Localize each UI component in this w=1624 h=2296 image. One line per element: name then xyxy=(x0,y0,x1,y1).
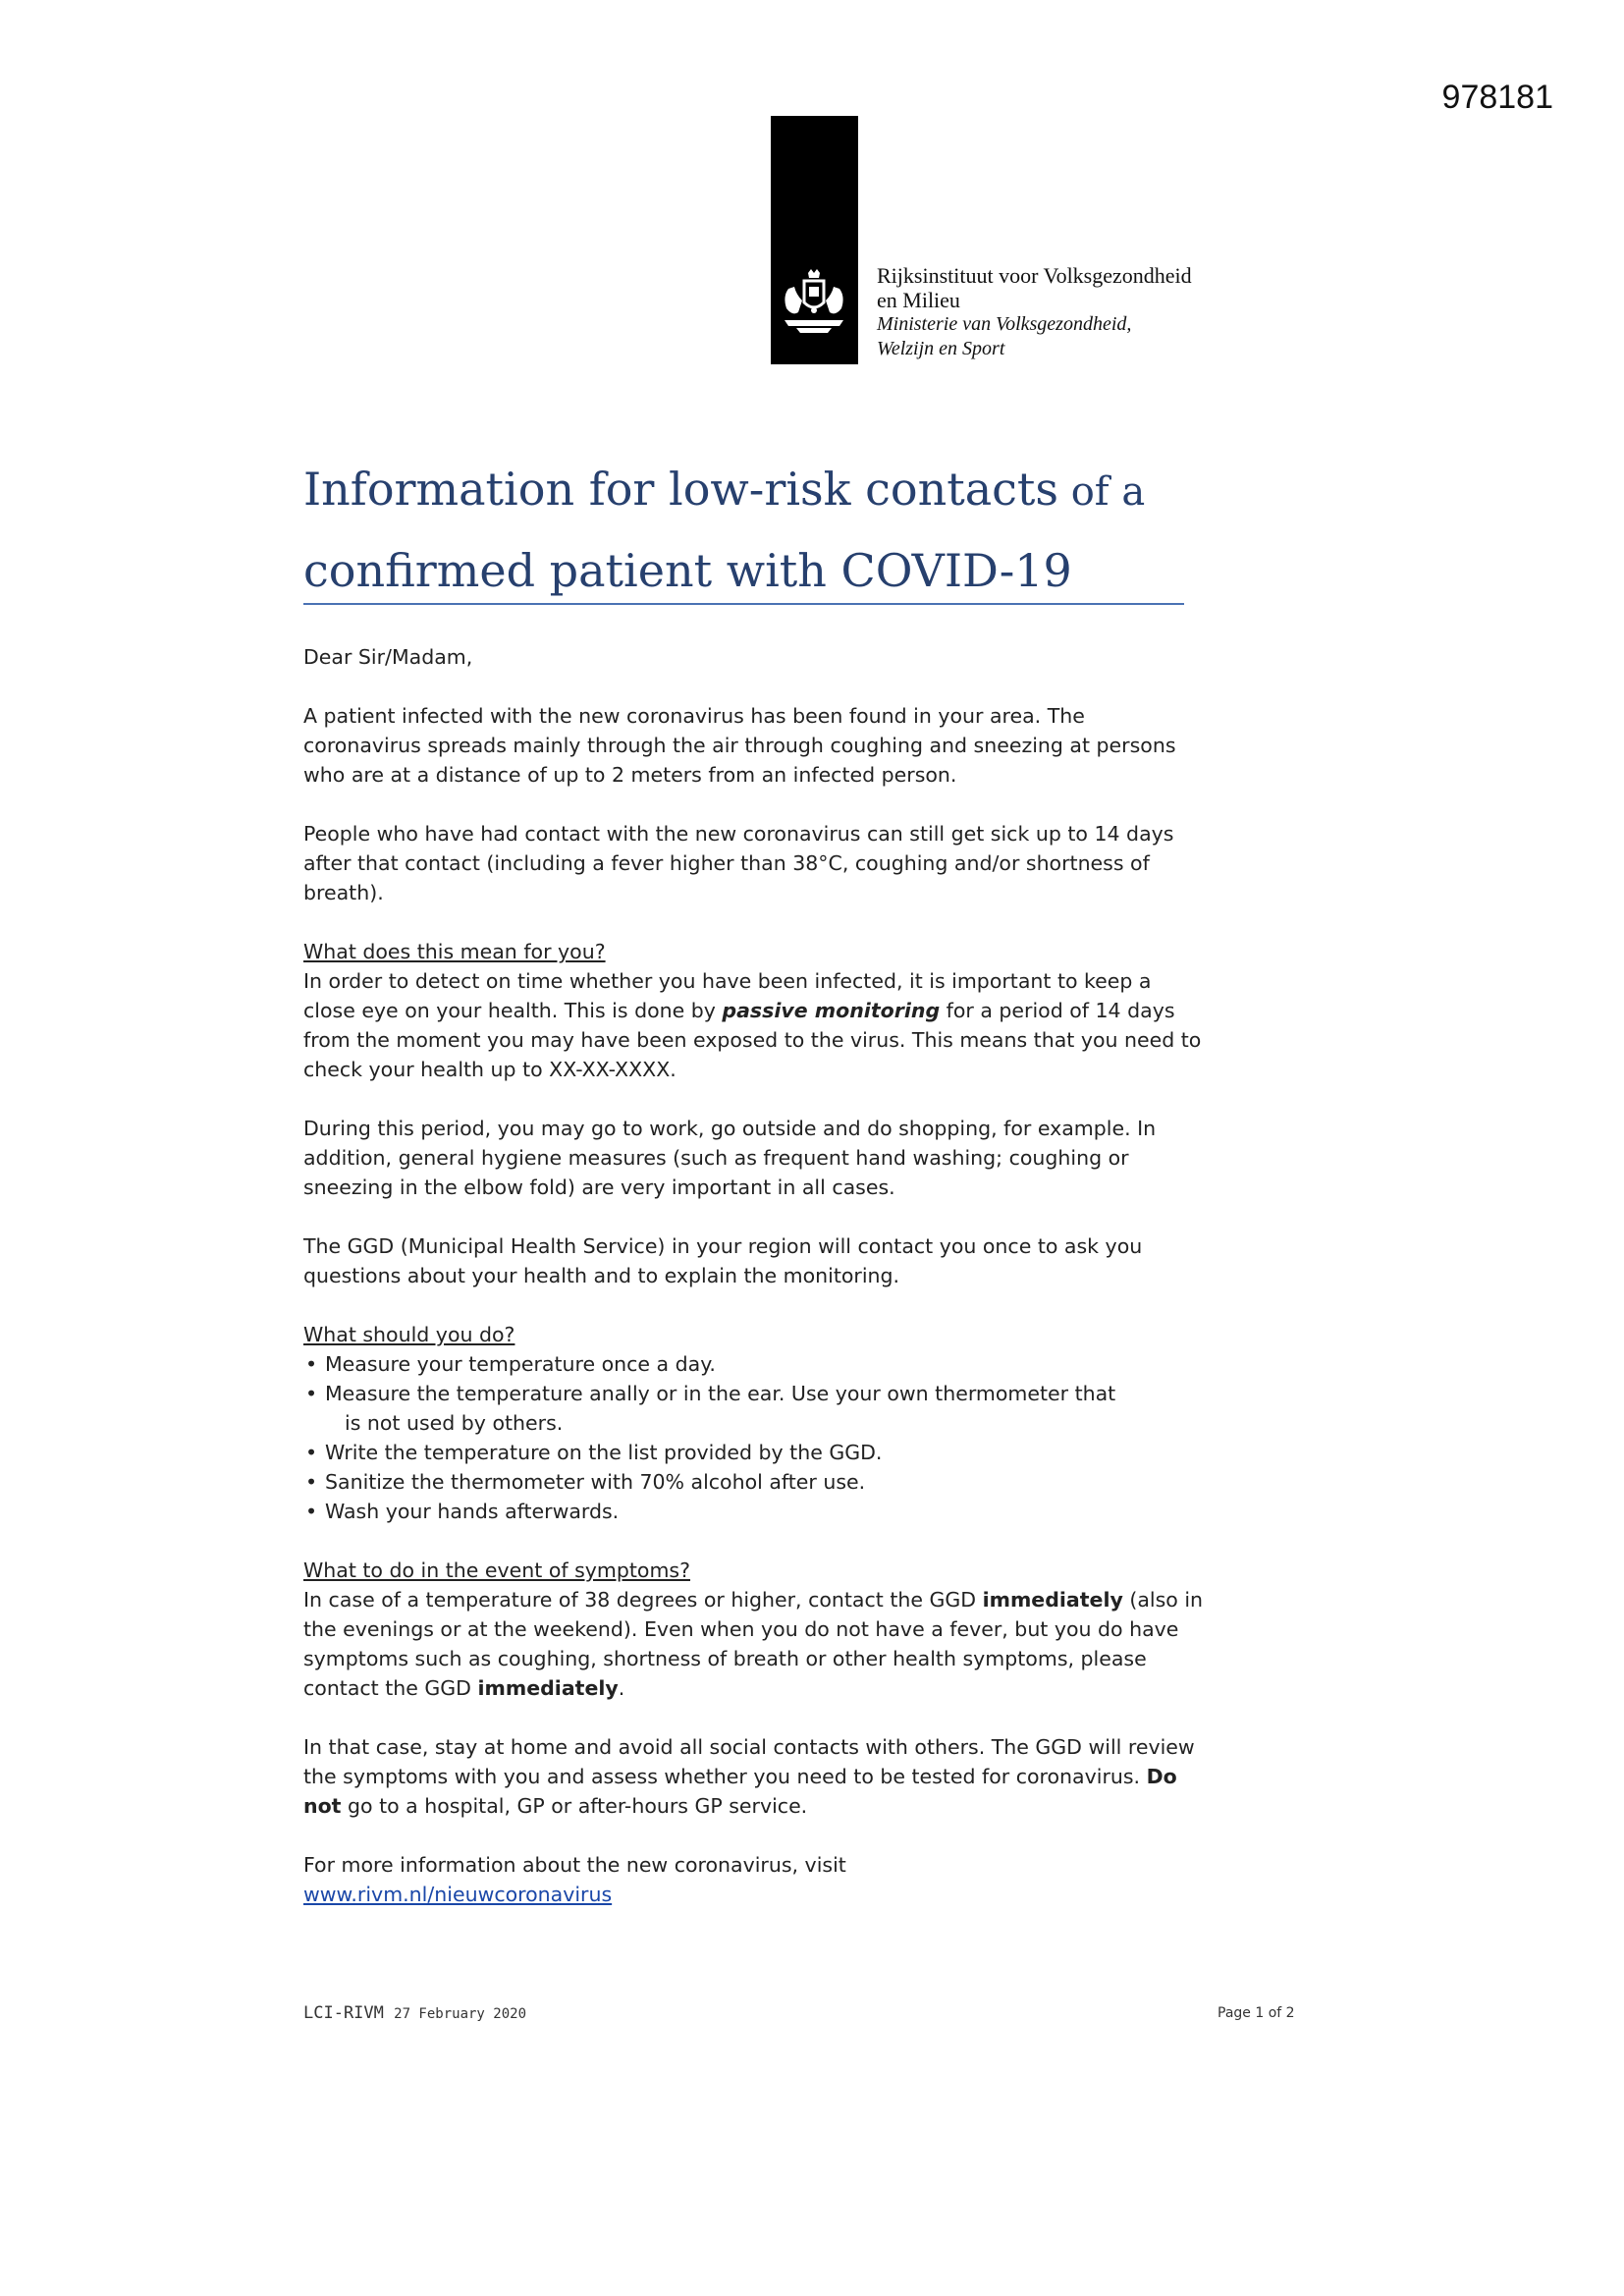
meaning-text-a: In order to detect on time whether you have been infected, it is important to keep a close eye on your health. This is done by xyxy=(303,969,1152,1022)
title-part-2: of a xyxy=(1058,469,1146,515)
section-what-to-do xyxy=(303,1320,1207,1526)
logo-bar xyxy=(771,116,858,364)
organisation-name xyxy=(877,263,1192,361)
document-title xyxy=(303,450,1187,610)
paragraph-more-info xyxy=(303,1850,1207,1909)
letter-body xyxy=(303,642,1207,1939)
salutation: Dear Sir/Madam, xyxy=(303,645,473,669)
heading-meaning: What does this mean for you? xyxy=(303,940,606,963)
document-id: 978181 xyxy=(1441,79,1553,116)
org-line-1: Rijksinstituut voor Volksgezondheid xyxy=(877,263,1192,288)
rivm-link[interactable]: www.rivm.nl/nieuwcoronavirus xyxy=(303,1883,613,1906)
title-line-2: confirmed patient with COVID-19 xyxy=(303,544,1072,597)
footer-source-label: LCI-RIVM xyxy=(303,2003,384,2023)
list-item: • Write the temperature on the list provided by the GGD. xyxy=(305,1441,883,1464)
footer-source xyxy=(303,2003,526,2023)
emphasis-do-not: Do not xyxy=(303,1765,1177,1818)
footer-date: 27 February 2020 xyxy=(394,2006,526,2022)
title-divider xyxy=(303,603,1184,605)
paragraph-incubation: People who have had contact with the new coronavirus can still get sick up to 14 days after that contact (including a fever higher than 38°C, coughing and/or shortness of breath). xyxy=(303,822,1174,904)
list-item: • Measure your temperature once a day. xyxy=(305,1352,716,1376)
heading-symptoms: What to do in the event of symptoms? xyxy=(303,1558,690,1582)
instruction-list xyxy=(303,1349,1207,1526)
ministry-line-2: Welzijn en Sport xyxy=(877,338,1005,359)
org-line-2: en Milieu xyxy=(877,288,960,312)
section-meaning xyxy=(303,937,1207,1084)
heading-what-to-do: What should you do? xyxy=(303,1323,515,1346)
more-info-text: For more information about the new coronavirus, visit xyxy=(303,1853,846,1877)
section-symptoms: What to do in the event of symptoms? In case of a temperature of 38 degrees or higher, contact the GGD immediately (also in the evenings or at the weekend). Even when you do not have a fever, but you do have symptoms such as coughing, shortness of breath or other health symptoms, please contact the GGD immediately. xyxy=(303,1558,1204,1700)
ministry-line-1: Ministerie van Volksgezondheid, xyxy=(877,313,1132,335)
emphasis-immediately: immediately xyxy=(982,1588,1123,1612)
paragraph-ggd: The GGD (Municipal Health Service) in your region will contact you once to ask you questions about your health and to explain the monitoring. xyxy=(303,1234,1143,1287)
meaning-text-b: for a period of 14 days from the moment you may have been exposed to the virus. This means that you need to check your health up to XX-XX-XXXX. xyxy=(303,999,1202,1081)
paragraph-period: During this period, you may go to work, go outside and do shopping, for example. In addition, general hygiene measures (such as frequent hand washing; coughing or sneezing in the elbow fold) are very important in all cases. xyxy=(303,1117,1157,1199)
paragraph-stay-home: In that case, stay at home and avoid all social contacts with others. The GGD will review the symptoms with you and assess whether you need to be tested for coronavirus. Do not go to a hospital, GP or after-hours GP service. xyxy=(303,1735,1195,1818)
paragraph-intro: A patient infected with the new coronavirus has been found in your area. The coronavirus spreads mainly through the air through coughing and sneezing at persons who are at a distance of up to 2 meters from an infected person. xyxy=(303,704,1176,787)
list-item: • Wash your hands afterwards. xyxy=(305,1500,620,1523)
emphasis-immediately: immediately xyxy=(477,1676,619,1700)
list-item: • Sanitize the thermometer with 70% alcohol after use. xyxy=(305,1470,866,1494)
list-item: • Measure the temperature anally or in the ear. Use your own thermometer that is not used by others. xyxy=(305,1382,1116,1435)
title-part-1: Information for low-risk contacts xyxy=(303,463,1058,516)
royal-crest-icon xyxy=(775,267,853,342)
page-number: Page 1 of 2 xyxy=(1218,2005,1295,2021)
meaning-bold: passive monitoring xyxy=(722,999,941,1022)
